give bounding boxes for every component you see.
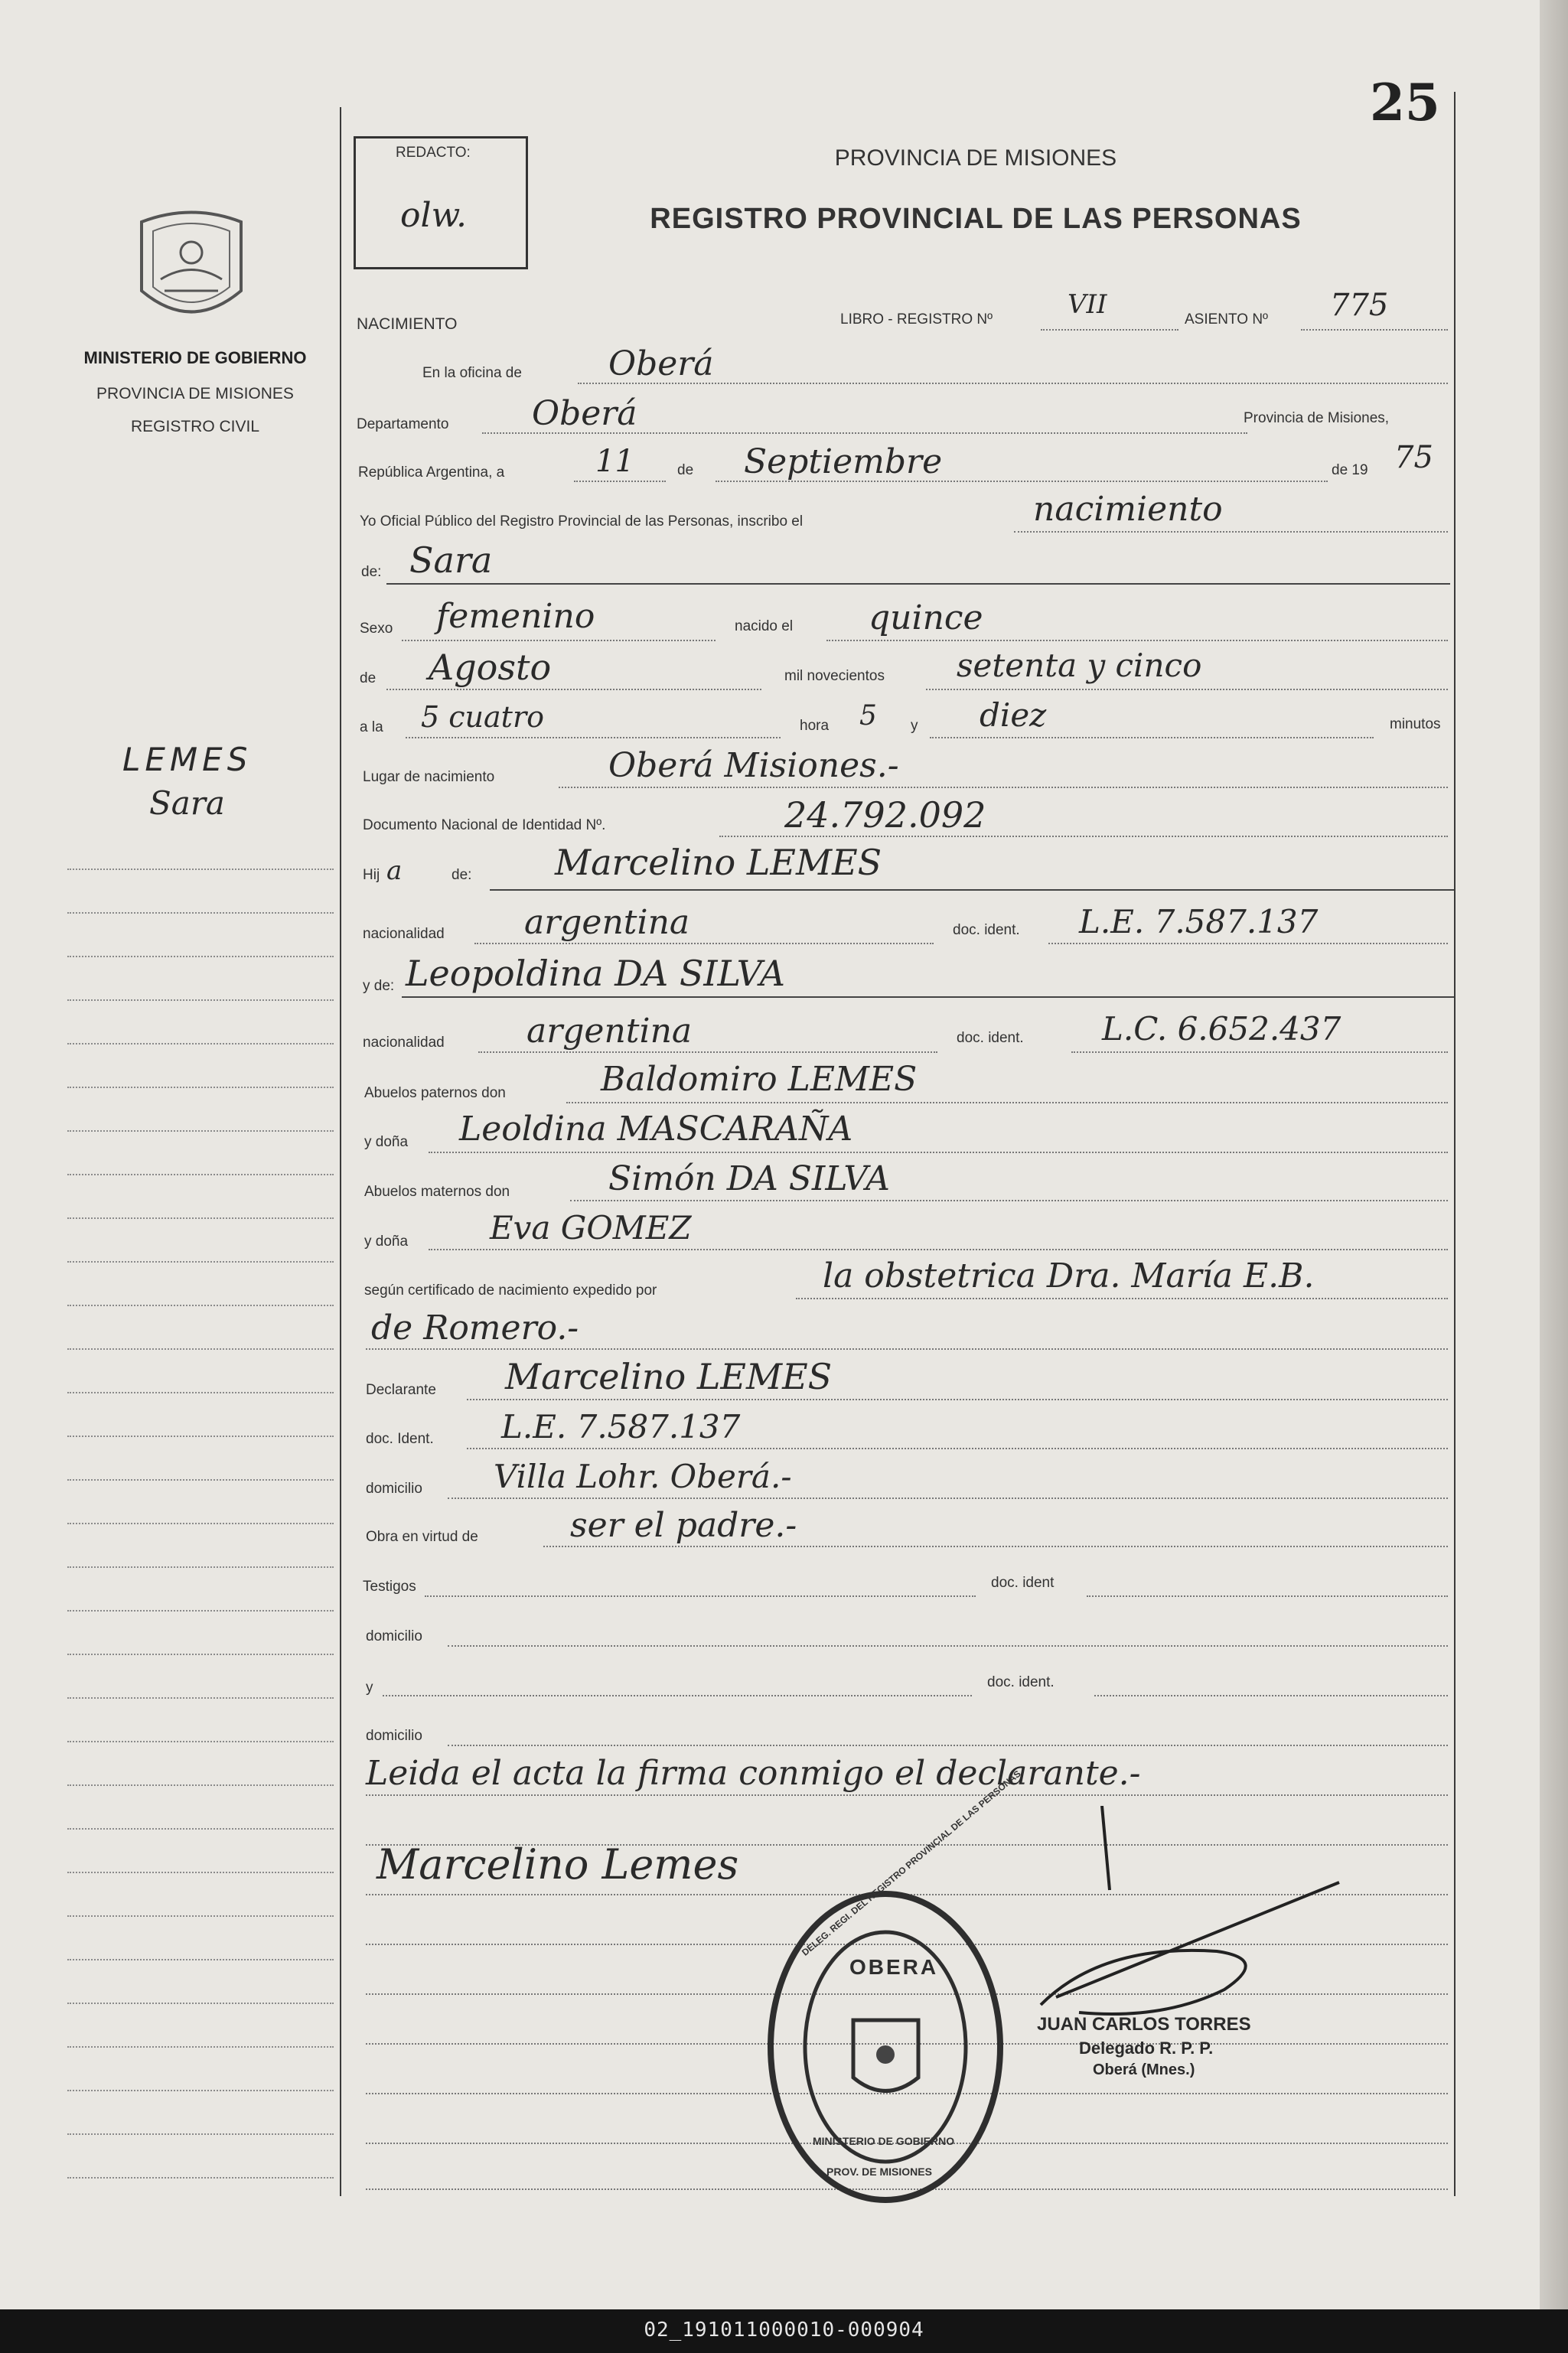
seal-city: OBERA [849, 1955, 939, 1979]
father-value: Marcelino LEMES [555, 842, 882, 883]
cert-value-2: de Romero.- [371, 1308, 579, 1348]
hora-pre-label: a la [360, 719, 383, 735]
month-value: Septiembre [744, 442, 943, 481]
y-label: y [911, 718, 918, 734]
ap-don-value: Baldomiro LEMES [601, 1060, 918, 1099]
nacido-value: quince [869, 598, 983, 637]
am-dona-value: Eva GOMEZ [490, 1209, 692, 1247]
sexo-value: femenino [436, 597, 595, 636]
official-role: Delegado R. P. P. [1079, 2039, 1214, 2058]
year-value: 75 [1394, 440, 1433, 475]
departamento-value: Oberá [532, 394, 637, 433]
mil-value: setenta y cinco [957, 647, 1202, 684]
official-name: JUAN CARLOS TORRES [1037, 2014, 1251, 2035]
ministry-title: MINISTERIO DE GOBIERNO [83, 348, 307, 367]
asiento-label: ASIENTO Nº [1185, 311, 1268, 328]
hora-word-value: 5 cuatro [421, 700, 544, 734]
y-de-label: y de: [363, 978, 395, 994]
mother-value: Leopoldina DA SILVA [406, 953, 785, 994]
oficina-label: En la oficina de [422, 365, 522, 381]
nac1-value: argentina [524, 903, 690, 942]
dni-value: 24.792.092 [784, 794, 986, 836]
hora-label: hora [800, 718, 830, 734]
domicilio-label: domicilio [366, 1481, 422, 1497]
day-value: 11 [595, 444, 634, 479]
domicilio2-label: domicilio [366, 1628, 422, 1644]
page-number: 25 [1370, 73, 1440, 132]
doc4-label: doc. ident [991, 1575, 1055, 1591]
header-registry: REGISTRO PROVINCIAL DE LAS PERSONAS [650, 203, 1302, 235]
declarante-value: Marcelino LEMES [505, 1356, 833, 1397]
doc2-label: doc. ident. [957, 1030, 1024, 1046]
y2-label: y [366, 1680, 373, 1696]
departamento-label: Departamento [357, 416, 449, 432]
domicilio3-label: domicilio [366, 1728, 422, 1744]
am-don-value: Simón DA SILVA [608, 1159, 890, 1198]
de-month-label: de [360, 670, 377, 686]
am-dona-label: y doña [364, 1234, 409, 1250]
closing-statement: Leida el acta la firma conmigo el declarante.- [366, 1754, 1141, 1793]
testigos-label: Testigos [363, 1579, 416, 1595]
hijo-label: Hij [363, 867, 380, 883]
nac2-label: nacionalidad [363, 1035, 445, 1051]
redacto-value: olw. [400, 196, 467, 235]
provincia-text: Provincia de Misiones, [1244, 410, 1390, 426]
redacto-label: REDACTO: [396, 145, 471, 161]
ministry-office: REGISTRO CIVIL [130, 418, 260, 435]
year-prefix: de 19 [1332, 462, 1368, 478]
libro-value: VII [1068, 289, 1107, 320]
domicilio-value: Villa Lohr. Oberá.- [494, 1458, 792, 1495]
doc1-label: doc. ident. [953, 922, 1020, 938]
margin-given-name: Sara [149, 784, 225, 822]
hijo-suffix: a [386, 855, 403, 886]
margin-surname: LEMES [122, 741, 253, 778]
official-city: Oberá (Mnes.) [1093, 2061, 1195, 2078]
doc2-value: L.C. 6.652.437 [1102, 1010, 1341, 1048]
libro-label: LIBRO - REGISTRO Nº [840, 311, 993, 328]
min-value: diez [980, 696, 1047, 734]
nac1-label: nacionalidad [363, 926, 445, 942]
de-label: de [677, 462, 694, 478]
header-province: PROVINCIA DE MISIONES [834, 145, 1117, 171]
province-emblem [126, 207, 256, 333]
nacido-label: nacido el [735, 618, 794, 634]
sexo-label: Sexo [360, 621, 393, 637]
inscribo-value: nacimiento [1033, 490, 1223, 529]
republica-label: República Argentina, a [358, 464, 505, 481]
record-type-label: NACIMIENTO [357, 315, 458, 333]
ministry-province: PROVINCIA DE MISIONES [96, 385, 294, 402]
cert-label: según certificado de nacimiento expedido por [364, 1282, 657, 1299]
official-seal [761, 1886, 1010, 2208]
seal-ring-text: DELEG. REGI. DEL REGISTRO PROVINCIAL DE LAS PERSONAS [800, 1768, 1023, 1958]
doc3-value: L.E. 7.587.137 [501, 1408, 741, 1445]
right-margin-rule [1454, 92, 1456, 2196]
oficina-value: Oberá [608, 344, 714, 383]
name-value: Sara [409, 539, 493, 581]
seal-province: PROV. DE MISIONES [826, 2166, 932, 2178]
birth-month-value: Agosto [429, 647, 552, 688]
hora-num-value: 5 [859, 700, 877, 732]
nac2-value: argentina [526, 1012, 693, 1051]
dni-label: Documento Nacional de Identidad Nº. [363, 817, 606, 833]
obra-value: ser el padre.- [570, 1506, 797, 1545]
ap-dona-value: Leoldina MASCARAÑA [459, 1110, 853, 1149]
doc3-label: doc. Ident. [366, 1431, 434, 1447]
inscribo-label: Yo Oficial Público del Registro Provincial de las Personas, inscribo el [360, 513, 804, 530]
lugar-label: Lugar de nacimiento [363, 769, 495, 785]
cert-value: la obstetrica Dra. María E.B. [823, 1256, 1315, 1295]
page-edge [1540, 0, 1568, 2309]
lugar-value: Oberá Misiones.- [608, 746, 899, 785]
doc1-value: L.E. 7.587.137 [1079, 903, 1319, 940]
declarante-label: Declarante [366, 1382, 436, 1398]
am-don-label: Abuelos maternos don [364, 1184, 510, 1200]
asiento-value: 775 [1330, 288, 1389, 323]
ap-don-label: Abuelos paternos don [364, 1085, 506, 1101]
doc5-label: doc. ident. [987, 1674, 1055, 1690]
minutos-label: minutos [1390, 716, 1441, 732]
ap-dona-label: y doña [364, 1134, 409, 1150]
declarant-signature: Marcelino Lemes [377, 1840, 739, 1889]
de-name-label: de: [361, 564, 382, 580]
file-id: 02_191011000010-000904 [644, 2319, 924, 2342]
mil-label: mil novecientos [784, 668, 885, 684]
redacto-box [354, 136, 528, 269]
obra-label: Obra en virtud de [366, 1529, 478, 1545]
seal-ministry: MINISTERIO DE GOBIERNO [813, 2135, 955, 2147]
hijo-de-label: de: [451, 867, 472, 883]
